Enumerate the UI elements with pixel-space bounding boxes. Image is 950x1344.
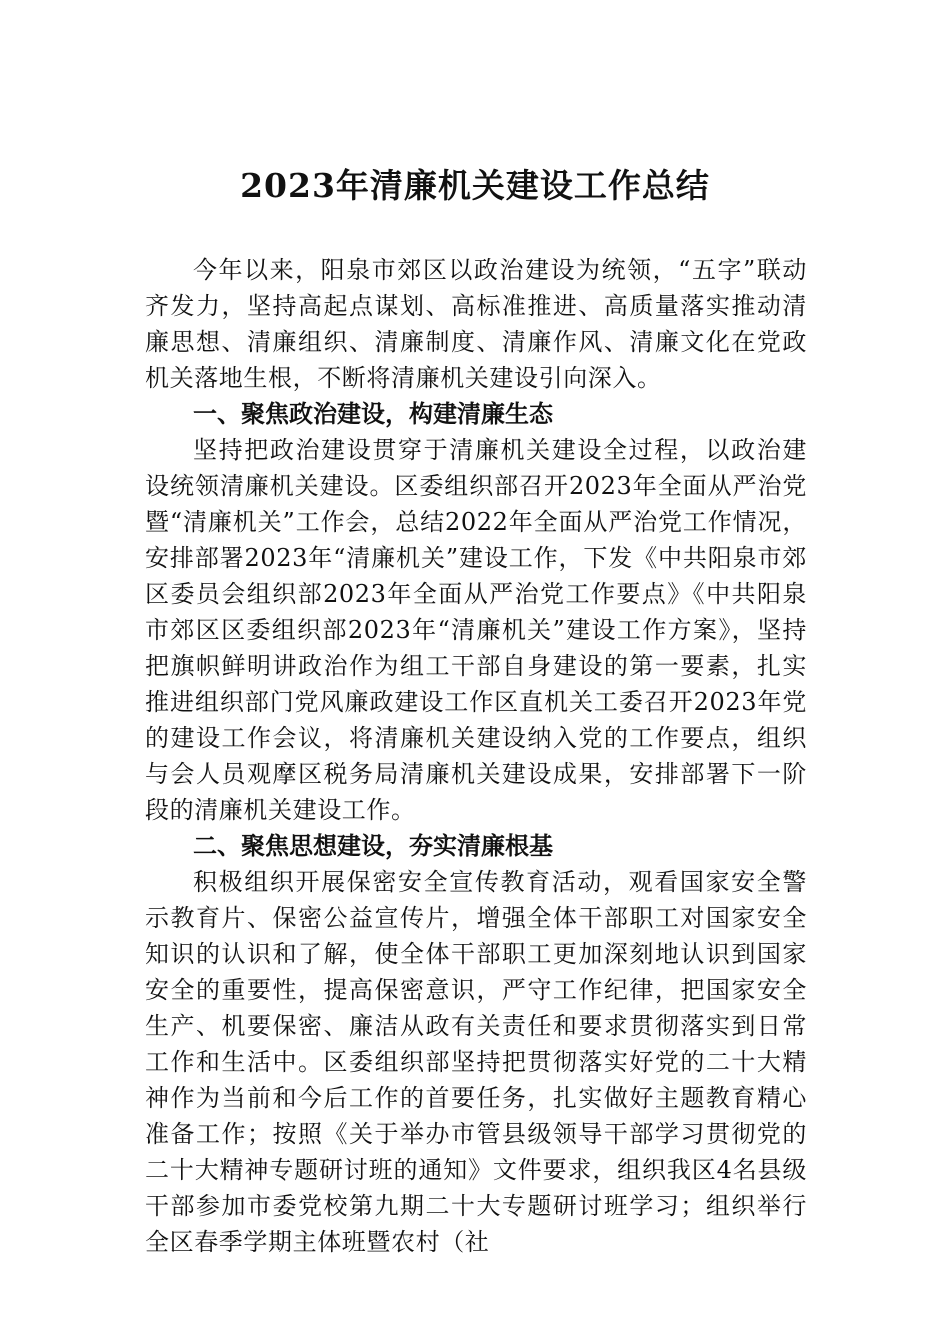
document-body bbox=[145, 252, 807, 1260]
intro-paragraph: 今年以来，阳泉市郊区以政治建设为统领，“五字”联动齐发力，坚持高起点谋划、高标准推进、高质量落实推动清廉思想、清廉组织、清廉制度、清廉作风、清廉文化在党政机关落地生根，不断将清廉机关建设引向深入。 bbox=[145, 256, 807, 392]
section-heading-political: 一、聚焦政治建设，构建清廉生态 bbox=[193, 400, 553, 428]
political-paragraph: 坚持把政治建设贯穿于清廉机关建设全过程，以政治建设统领清廉机关建设。区委组织部召开2023年全面从严治党暨“清廉机关”工作会，总结2022年全面从严治党工作情况，安排部署2023年“清廉机关”建设工作，下发《中共阳泉市郊区委员会组织部2023年全面从严治党工作要点》《中共阳泉市郊区区委组织部2023年“清廉机关”建设工作方案》，坚持把旗帜鲜明讲政治作为组工干部自身建设的第一要素，扎实推进组织部门党风廉政建设工作区直机关工委召开2023年党的建设工作会议，将清廉机关建设纳入党的工作要点，组织与会人员观摩区税务局清廉机关建设成果，安排部署下一阶段的清廉机关建设工作。 bbox=[145, 436, 807, 824]
document-title: 2023年清廉机关建设工作总结 bbox=[240, 166, 710, 205]
ideological-paragraph: 积极组织开展保密安全宣传教育活动，观看国家安全警示教育片、保密公益宣传片，增强全体干部职工对国家安全知识的认识和了解，使全体干部职工更加深刻地认识到国家安全的重要性，提高保密意识，严守工作纪律，把国家安全生产、机要保密、廉洁从政有关责任和要求贯彻落实到日常工作和生活中。区委组织部坚持把贯彻落实好党的二十大精神作为当前和今后工作的首要任务，扎实做好主题教育精心准备工作；按照《关于举办市管县级领导干部学习贯彻党的二十大精神专题研讨班的通知》文件要求，组织我区4名县级干部参加市委党校第九期二十大专题研讨班学习；组织举行全区春季学期主体班暨农村（社 bbox=[145, 868, 807, 1256]
section-heading-ideological: 二、聚焦思想建设，夯实清廉根基 bbox=[193, 832, 553, 860]
